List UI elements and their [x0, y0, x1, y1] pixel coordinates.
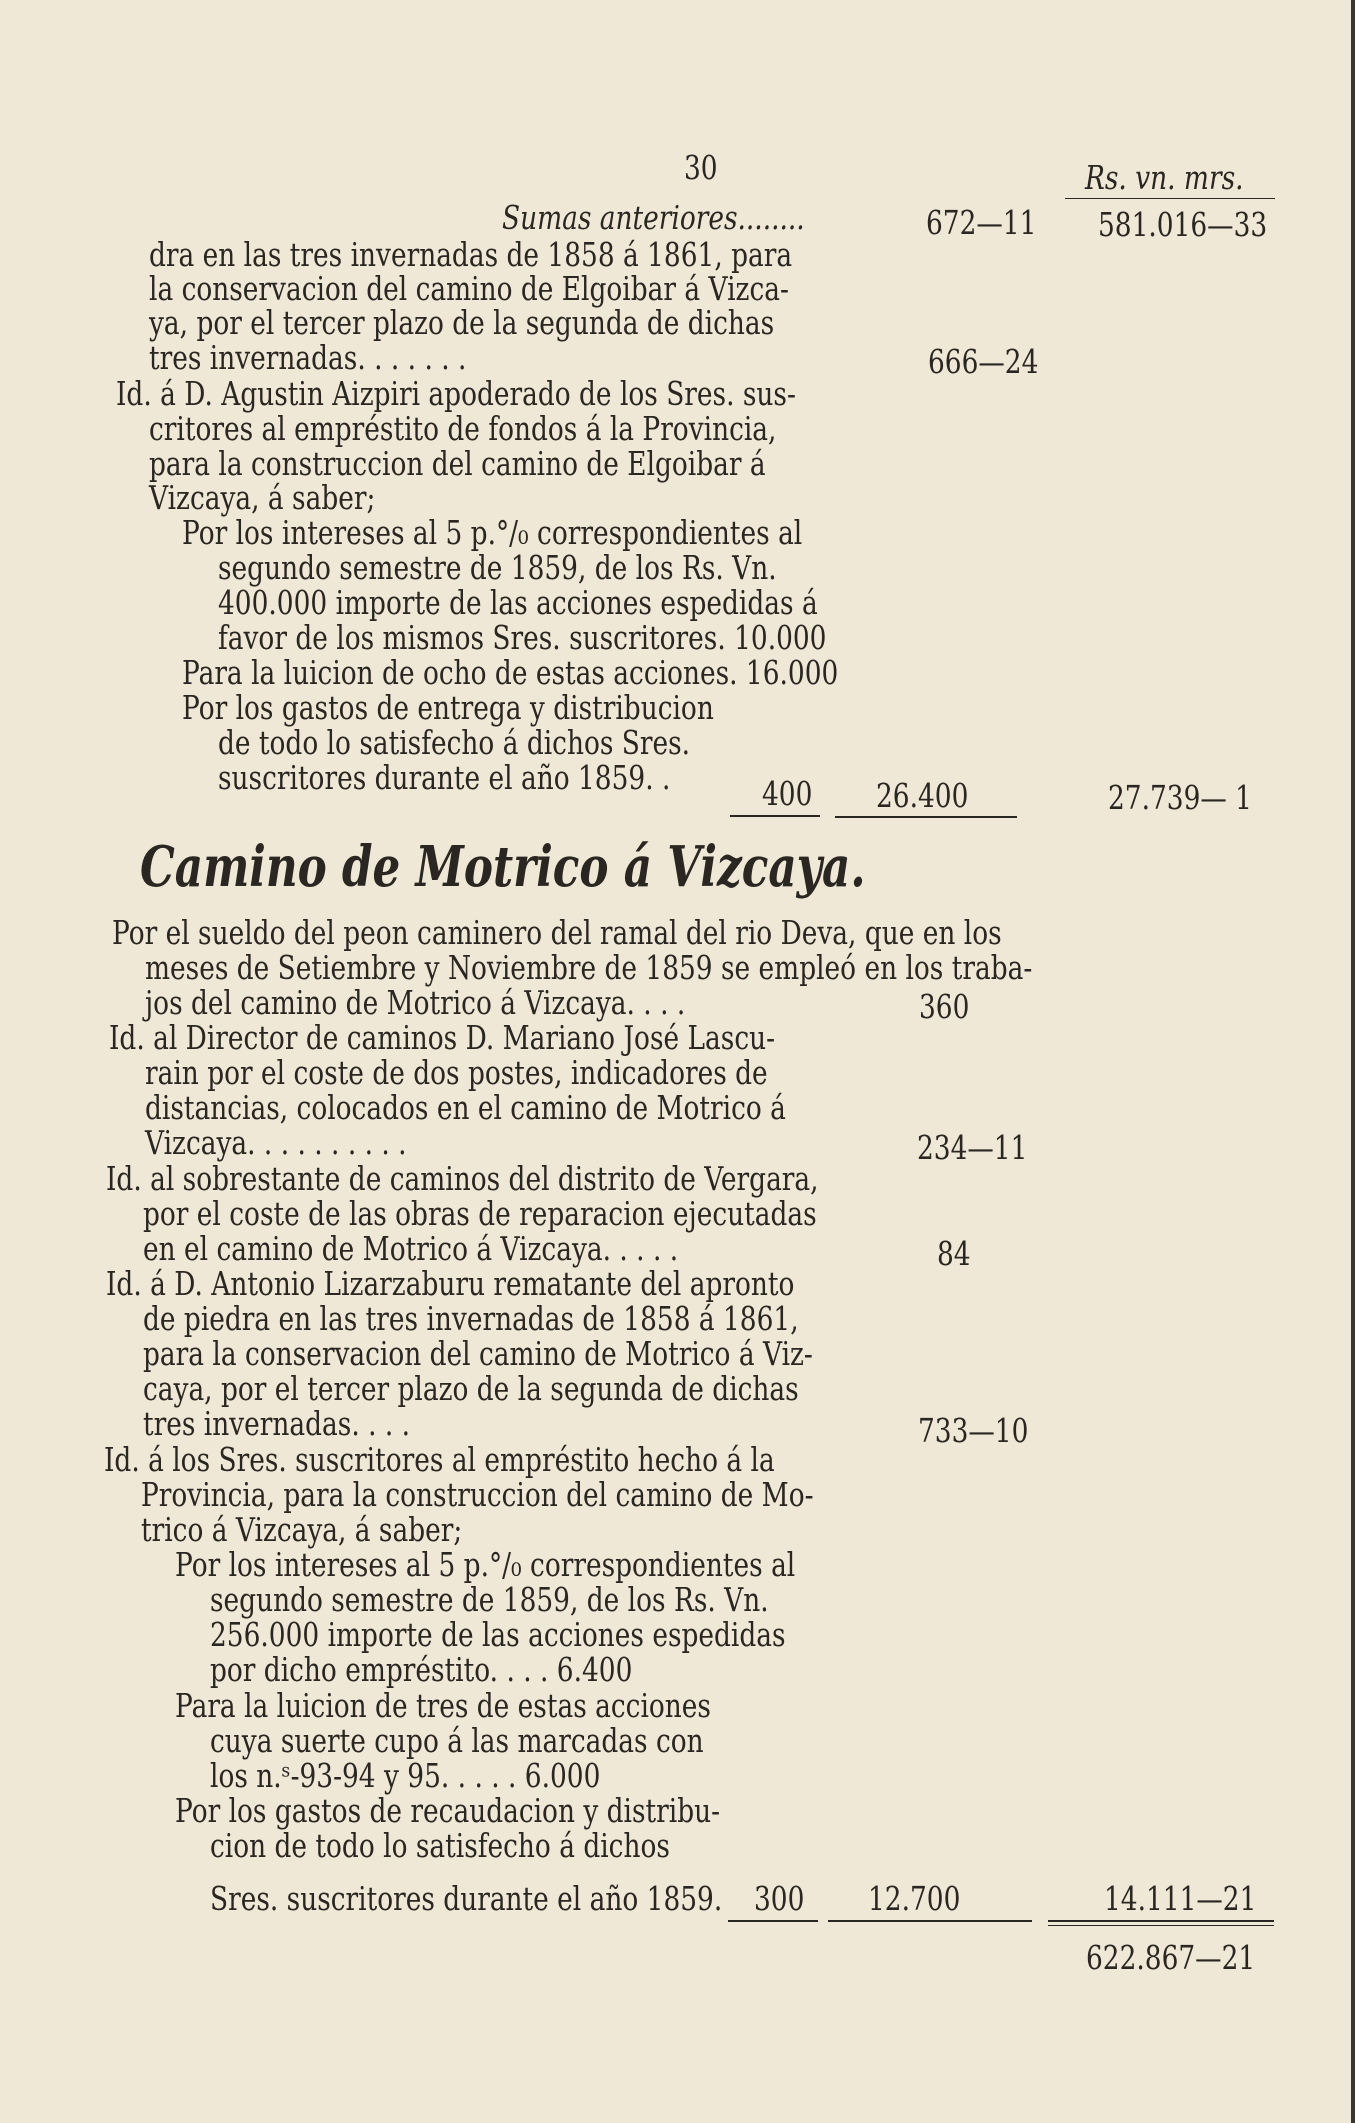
subtotal-rule: [730, 815, 820, 817]
text-line: meses de Setiembre y Noviembre de 1859 se empleó en los traba-: [145, 948, 1033, 987]
text-line: 400.000 importe de las acciones espedidas á: [218, 583, 818, 622]
text-line: segundo semestre de 1859, de los Rs. Vn.: [210, 1580, 769, 1619]
text-line: Para la luicion de tres de estas acciones: [175, 1686, 711, 1725]
text-line: la conservacion del camino de Elgoibar á Vizca-: [149, 269, 789, 308]
text-line: ya, por el tercer plazo de la segunda de dichas: [149, 303, 775, 342]
text-line: en el camino de Motrico á Vizcaya. . . . .: [143, 1229, 679, 1268]
grand-total: 622.867—21: [1086, 1938, 1256, 1977]
page-number: 30: [684, 148, 718, 187]
text-line: Para la luicion de ocho de estas acciones. 16.000: [182, 653, 839, 692]
header-rule: [1065, 198, 1275, 199]
text-line: de todo lo satisfecho á dichos Sres.: [218, 723, 691, 762]
text-line: suscritores durante el año 1859. .: [218, 758, 671, 797]
text-line: Vizcaya, á saber;: [149, 478, 376, 517]
subtotal-rule: [828, 1920, 1032, 1922]
text-line: Id. al sobrestante de caminos del distrito de Vergara,: [106, 1159, 819, 1198]
amount: 733—10: [918, 1411, 1029, 1450]
text-line: distancias, colocados en el camino de Motrico á: [145, 1088, 786, 1127]
text-line: por el coste de las obras de reparacion ejecutadas: [143, 1194, 817, 1233]
amount: 12.700: [868, 1879, 961, 1918]
text-line: tres invernadas. . . .: [143, 1404, 411, 1443]
subtotal-rule: [835, 816, 1017, 818]
section-title: Camino de Motrico á Vizcaya.: [140, 834, 866, 900]
text-line: tres invernadas. . . . . . .: [149, 338, 467, 377]
page-edge: [1351, 0, 1355, 2123]
text-line: Id. al Director de caminos D. Mariano José Lascu-: [109, 1018, 776, 1057]
total-rule-double: [1048, 1925, 1274, 1926]
text-line: caya, por el tercer plazo de la segunda de dichas: [143, 1369, 799, 1408]
sumas-col1: 672—11: [926, 203, 1037, 242]
amount: 234—11: [917, 1128, 1028, 1167]
text-line: dra en las tres invernadas de 1858 á 1861, para: [149, 235, 793, 274]
text-line: critores al empréstito de fondos á la Provincia,: [149, 409, 777, 448]
total-rule: [1048, 1920, 1274, 1922]
text-line: trico á Vizcaya, á saber;: [141, 1510, 463, 1549]
amount: 27.739— 1: [1108, 778, 1252, 817]
text-line: para la construccion del camino de Elgoibar á: [149, 444, 766, 483]
text-line: de piedra en las tres invernadas de 1858 á 1861,: [143, 1299, 799, 1338]
text-line: Id. á los Sres. suscritores al empréstito hecho á la: [104, 1440, 775, 1479]
text-line: cuya suerte cupo á las marcadas con: [210, 1721, 704, 1760]
sumas-label: Sumas anteriores........: [502, 198, 805, 237]
text-line: 256.000 importe de las acciones espedidas: [210, 1615, 786, 1654]
amount: 84: [937, 1234, 971, 1273]
currency-header: Rs. vn. mrs.: [1085, 158, 1244, 197]
text-line: Por los gastos de recaudacion y distribu-: [175, 1791, 721, 1830]
amount: 400: [762, 774, 813, 813]
text-line: favor de los mismos Sres. suscritores. 10.000: [218, 618, 827, 657]
text-line: segundo semestre de 1859, de los Rs. Vn.: [218, 548, 777, 587]
amount: 360: [919, 987, 970, 1026]
text-line: rain por el coste de dos postes, indicadores de: [145, 1053, 768, 1092]
text-line: Id. á D. Agustin Aizpiri apoderado de los Sres. sus-: [116, 374, 796, 413]
amount: 300: [754, 1879, 805, 1918]
text-line: Por los gastos de entrega y distribucion: [182, 688, 714, 727]
text-line: los n.ˢ-93-94 y 95. . . . . 6.000: [210, 1756, 601, 1795]
text-line: Vizcaya. . . . . . . . . .: [145, 1123, 407, 1162]
text-line: por dicho empréstito. . . . 6.400: [210, 1650, 633, 1689]
text-line: Provincia, para la construccion del camino de Mo-: [141, 1475, 814, 1514]
text-line: cion de todo lo satisfecho á dichos: [210, 1826, 670, 1865]
text-line: jos del camino de Motrico á Vizcaya. . . .: [145, 983, 686, 1022]
sumas-col2: 581.016—33: [1098, 205, 1268, 244]
amount: 14.111—21: [1104, 1879, 1257, 1918]
amount: 26.400: [876, 776, 969, 815]
text-line: para la conservacion del camino de Motrico á Viz-: [143, 1334, 813, 1373]
amount: 666—24: [928, 342, 1039, 381]
text-line: Por el sueldo del peon caminero del ramal del rio Deva, que en los: [112, 913, 1002, 952]
text-line: Id. á D. Antonio Lizarzaburu rematante del apronto: [106, 1264, 795, 1303]
text-line: Por los intereses al 5 p.°/₀ correspondientes al: [175, 1545, 796, 1584]
text-line: Sres. suscritores durante el año 1859.: [210, 1879, 723, 1918]
text-line: Por los intereses al 5 p.°/₀ correspondientes al: [182, 513, 803, 552]
subtotal-rule: [728, 1920, 818, 1922]
